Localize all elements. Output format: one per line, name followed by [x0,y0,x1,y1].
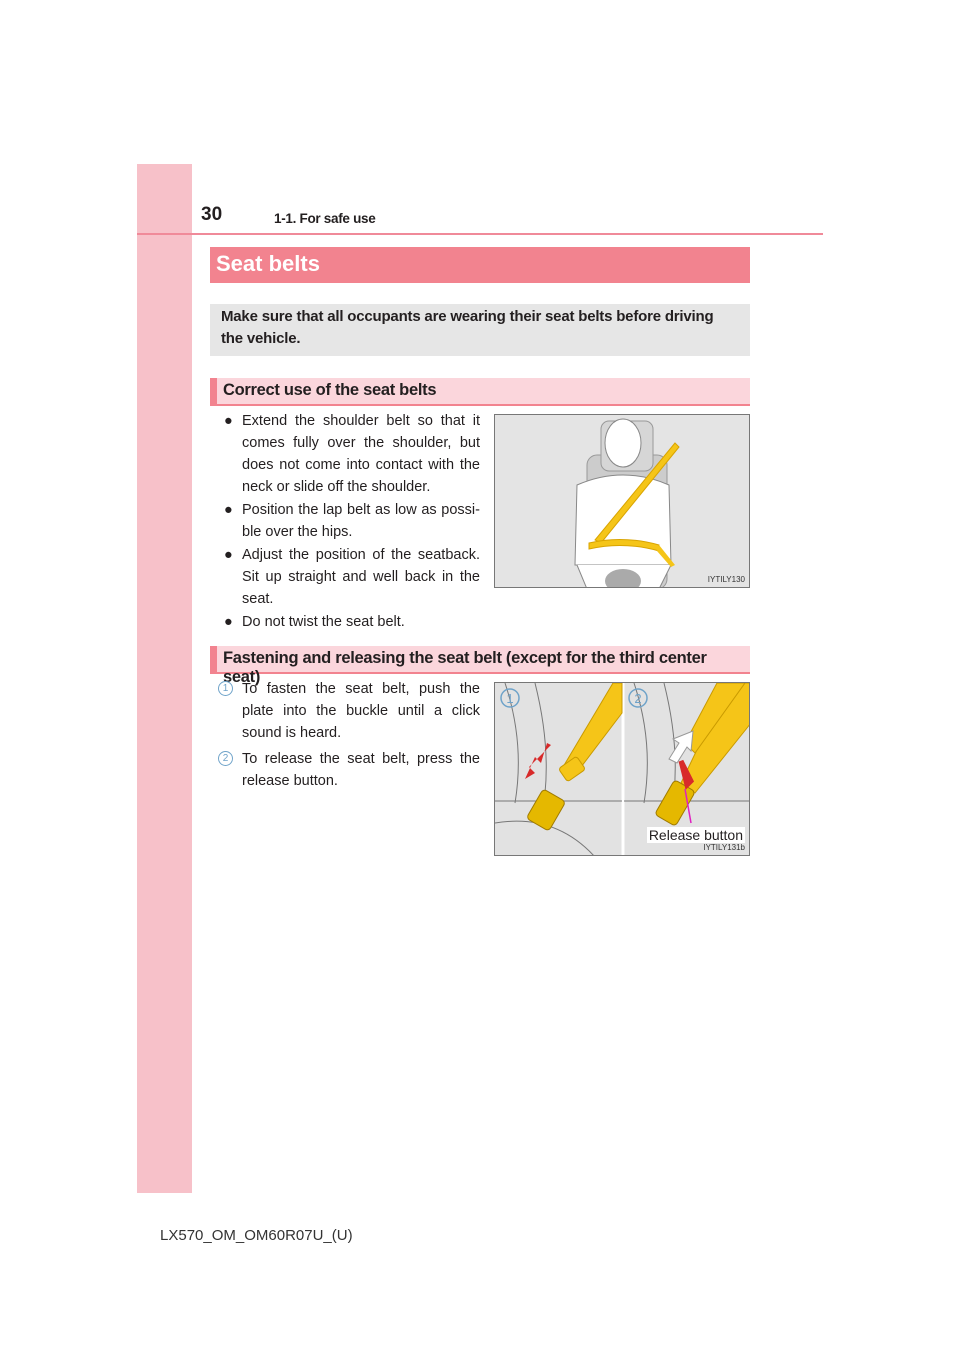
subheading-correct-use: Correct use of the seat belts [210,378,750,406]
section-title: 1-1. For safe use [274,211,376,226]
side-tab [137,164,192,1193]
figure-code: IYTILY130 [707,575,745,584]
bullet-icon: ● [224,547,233,563]
buckle-illustration [494,682,750,856]
step-marker: 1 [218,681,233,696]
header-divider [137,233,823,235]
list-item: ● Position the lap belt as low as possi-ble over the hips. [224,499,480,543]
release-button-callout: Release button [648,827,743,843]
seated-person-image [495,415,750,588]
fastening-steps [224,678,480,793]
step-item: 1 To fasten the seat belt, push the plate into the buckle until a click sound is heard. [224,678,480,744]
figure-code: IYTILY131b [703,843,745,852]
bullet-icon: ● [224,413,233,429]
page-number: 30 [201,204,223,225]
figure-label-1: 1 [506,691,514,706]
bullet-icon: ● [224,502,233,518]
correct-use-list [224,410,480,634]
seated-belt-illustration [494,414,750,588]
page-title: Seat belts [210,247,750,283]
intro-box: Make sure that all occupants are wearing their seat belts before driving the vehicle. [210,304,750,356]
step-item: 2 To release the seat belt, press the release button. [224,748,480,792]
figure-label-2: 2 [634,691,642,706]
subheading-fastening: Fastening and releasing the seat belt (except for the third center seat) [210,646,750,674]
bullet-icon: ● [224,614,233,630]
list-item: ● Extend the shoulder belt so that it comes fully over the shoulder, but does not come into contact with the neck or slide off the shoulder. [224,410,480,498]
step-marker: 2 [218,751,233,766]
list-item: ● Adjust the position of the seatback. Sit up straight and well back in the seat. [224,544,480,610]
list-item: ● Do not twist the seat belt. [224,611,480,633]
document-code-footer: LX570_OM_OM60R07U_(U) [160,1227,353,1244]
